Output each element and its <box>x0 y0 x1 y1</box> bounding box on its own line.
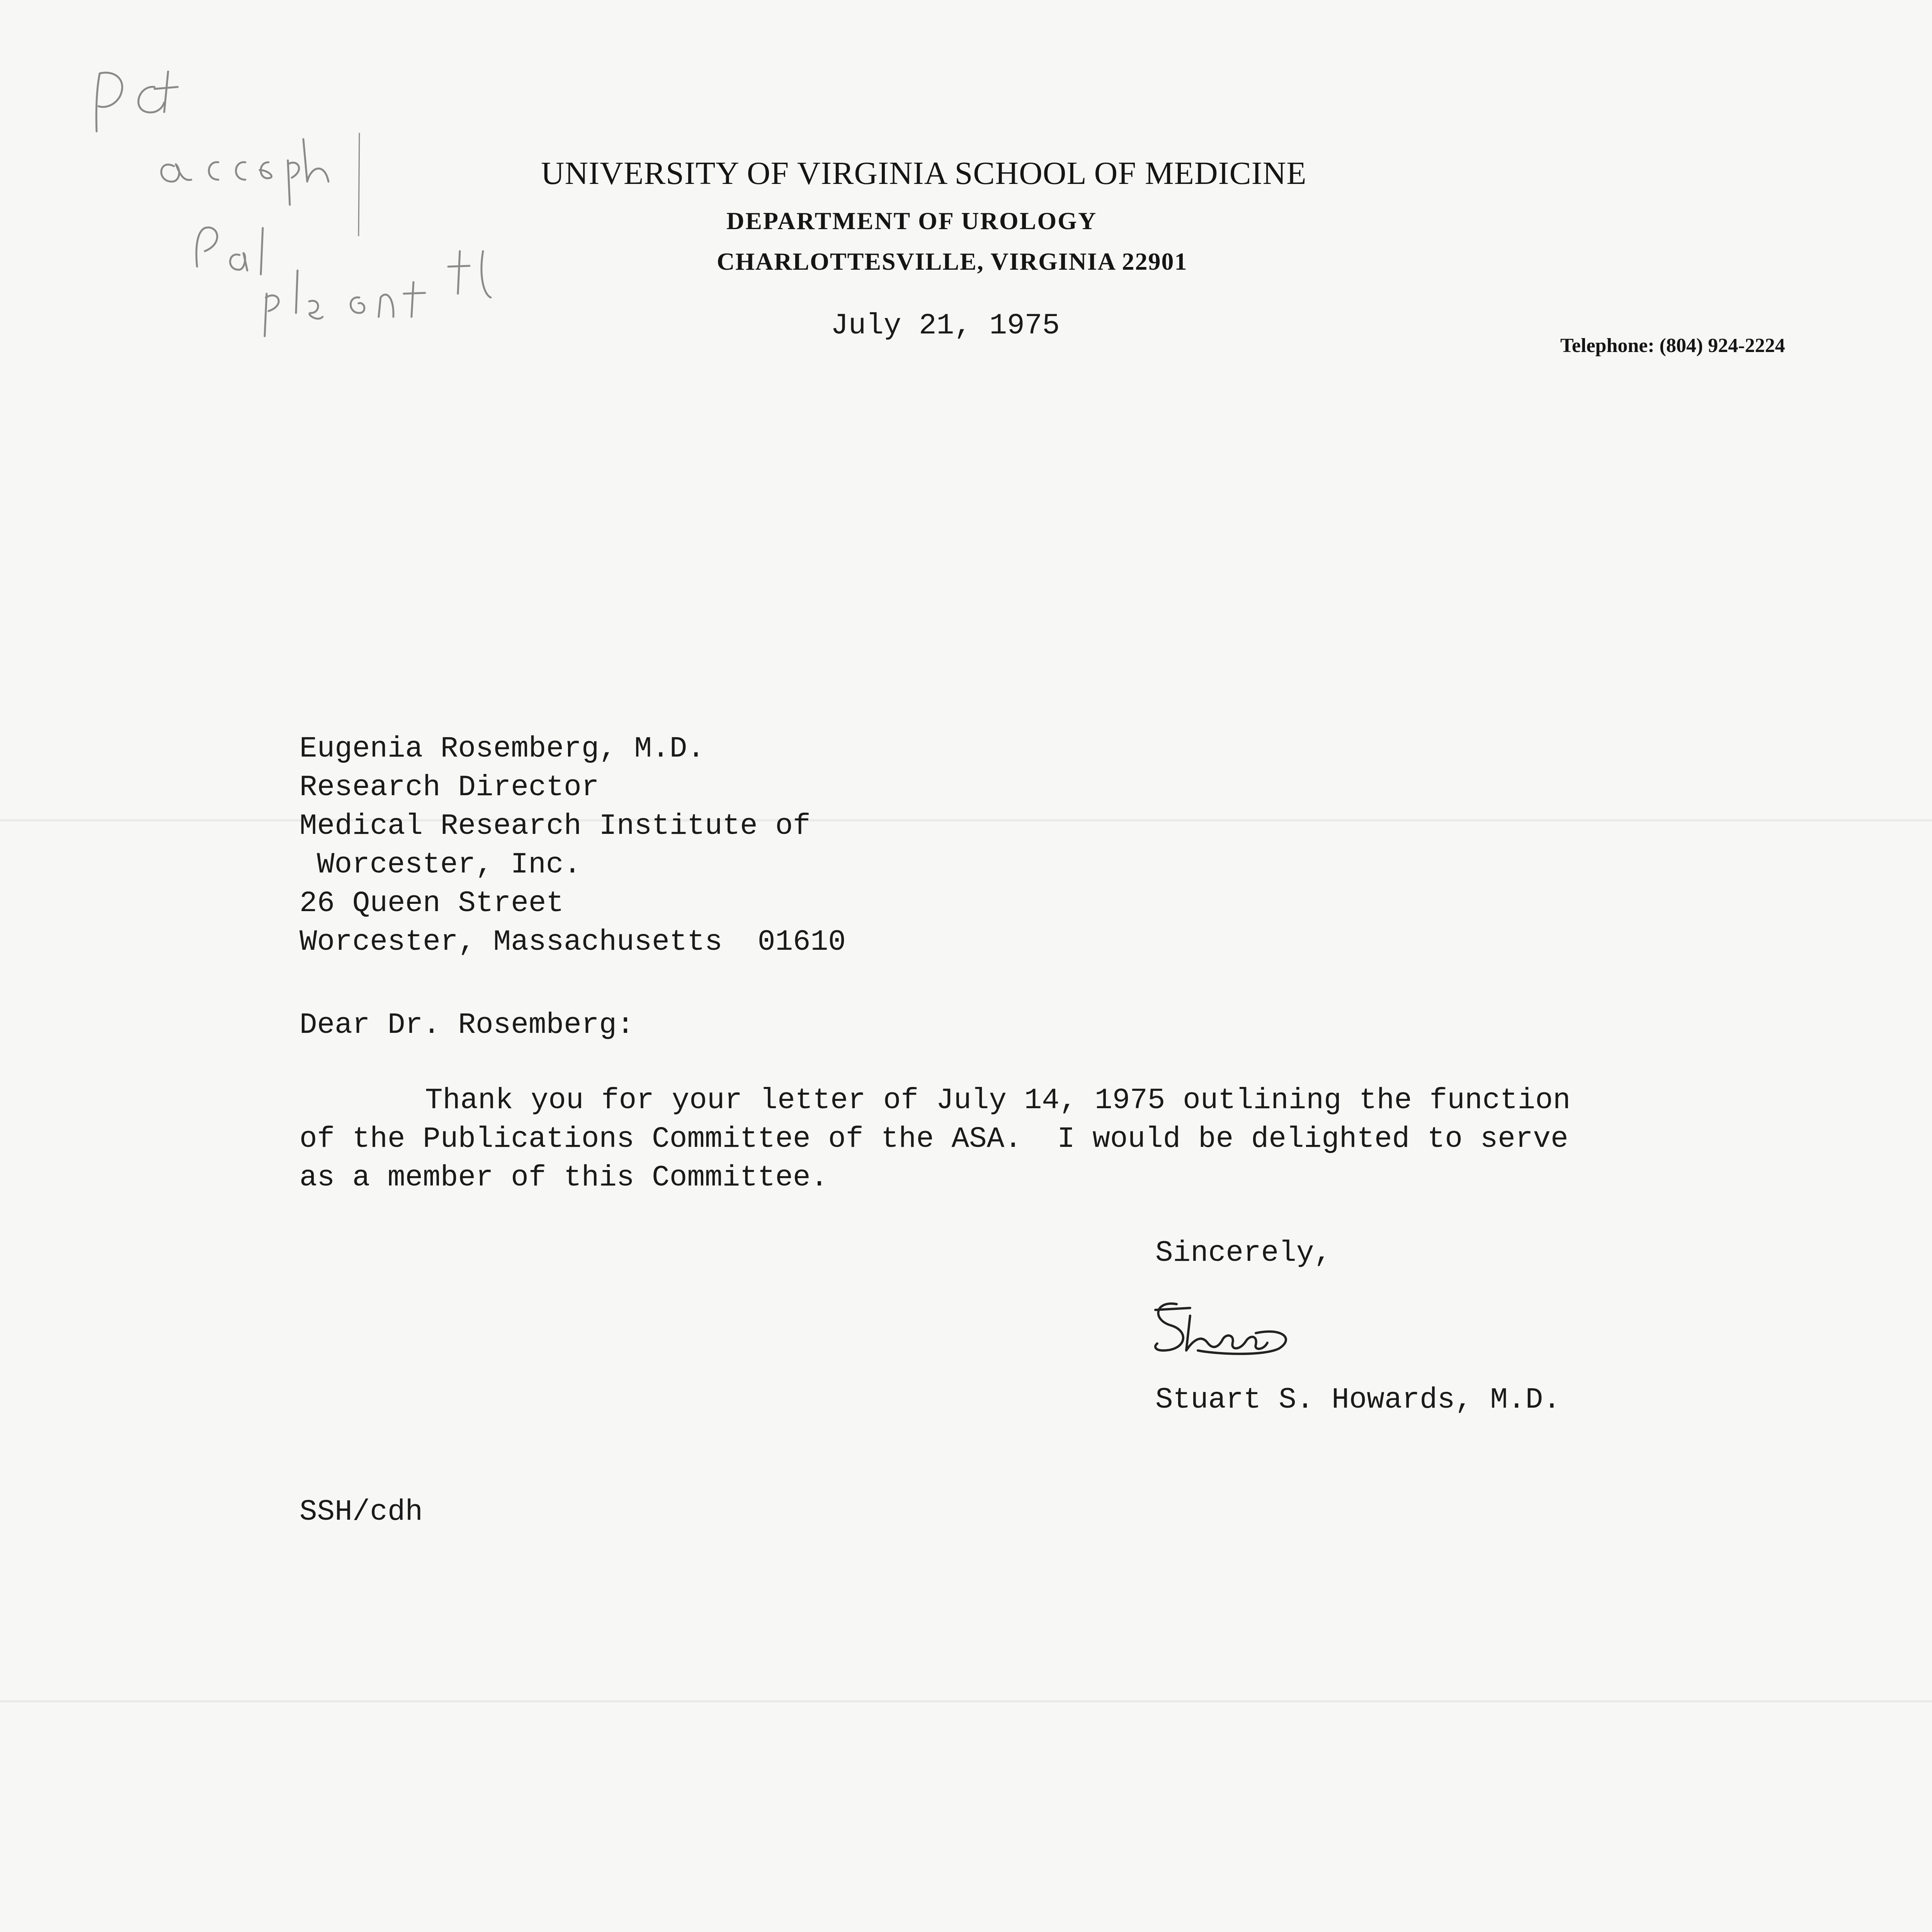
salutation: Dear Dr. Rosemberg: <box>299 1009 634 1042</box>
body-line: of the Publications Committee of the ASA. I would be delighted to serve <box>299 1122 1568 1156</box>
letterhead-department: DEPARTMENT OF UROLOGY <box>726 207 1097 235</box>
reference-initials: SSH/cdh <box>299 1495 423 1529</box>
signer-name: Stuart S. Howards, M.D. <box>1155 1383 1561 1417</box>
recipient-line: Worcester, Massachusetts 01610 <box>299 925 846 959</box>
paper-fold-line <box>0 1700 1932 1702</box>
letterhead-telephone: Telephone: (804) 924-2224 <box>1560 335 1785 357</box>
handwritten-signature <box>1140 1293 1302 1370</box>
recipient-line: Eugenia Rosemberg, M.D. <box>299 732 705 765</box>
body-line: as a member of this Committee. <box>299 1161 828 1194</box>
complimentary-closing: Sincerely, <box>1155 1236 1332 1270</box>
letterhead-university: UNIVERSITY OF VIRGINIA SCHOOL OF MEDICINE <box>541 155 1307 191</box>
handwritten-pencil-notes <box>81 66 545 359</box>
letterhead-address: CHARLOTTESVILLE, VIRGINIA 22901 <box>717 248 1188 275</box>
body-line: Thank you for your letter of July 14, 1975 outlining the function <box>425 1084 1571 1117</box>
letter-date: July 21, 1975 <box>831 309 1060 342</box>
recipient-line: 26 Queen Street <box>299 887 564 920</box>
recipient-line: Research Director <box>299 771 599 804</box>
recipient-line: Worcester, Inc. <box>317 848 582 881</box>
recipient-line: Medical Research Institute of <box>299 810 811 843</box>
paper-fold-line <box>0 819 1932 821</box>
